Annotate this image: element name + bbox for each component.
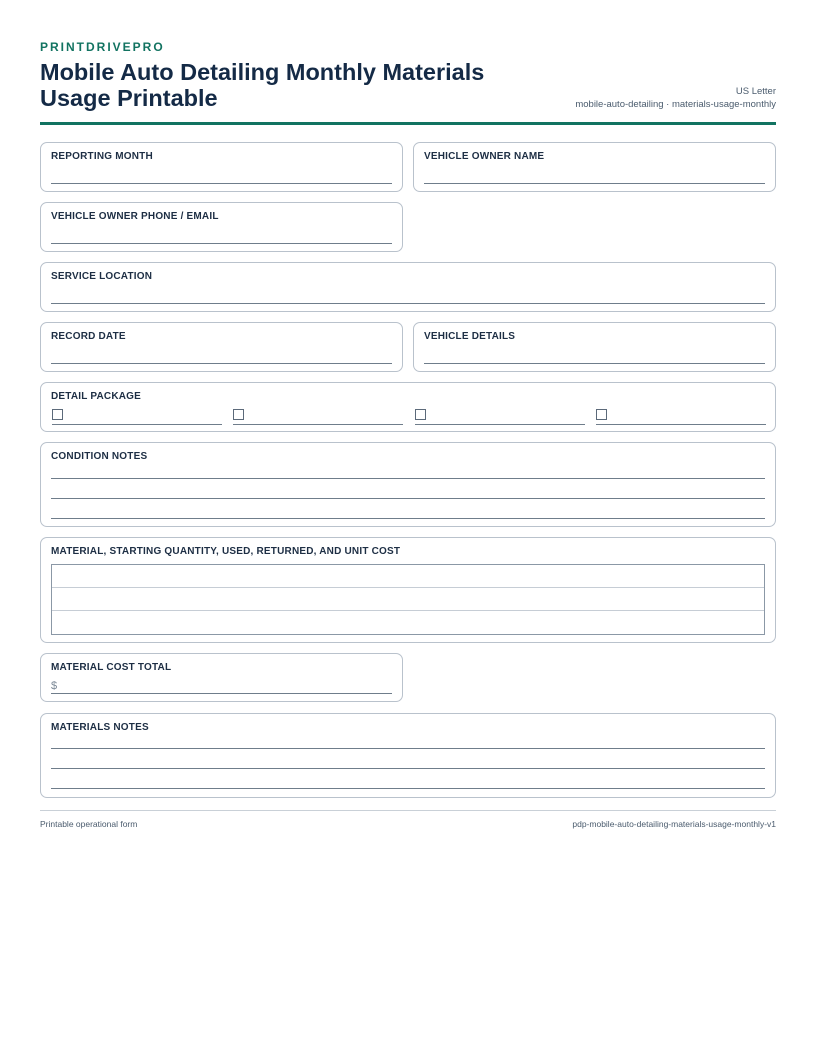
service-location-entry-line[interactable] [51, 303, 765, 304]
material-cost-total-field[interactable] [40, 653, 403, 702]
document-meta [575, 85, 776, 111]
vehicle-owner-contact-label: VEHICLE OWNER PHONE / EMAIL [51, 211, 219, 222]
vehicle-owner-contact-entry-line[interactable] [51, 243, 392, 244]
vehicle-owner-name-field[interactable] [413, 142, 776, 192]
vehicle-details-entry-line[interactable] [424, 363, 765, 364]
materials-notes-line-2[interactable] [51, 768, 765, 769]
material-cost-total-entry-line[interactable] [51, 693, 392, 694]
package-option-2-checkbox[interactable] [233, 409, 244, 420]
service-location-label: SERVICE LOCATION [51, 271, 153, 282]
footer-divider [40, 810, 776, 811]
currency-symbol: $ [51, 680, 58, 692]
package-option-1-checkbox[interactable] [52, 409, 63, 420]
record-date-label: RECORD DATE [51, 331, 126, 342]
materials-notes-line-3[interactable] [51, 788, 765, 789]
brand-name: PRINTDRIVEPRO [40, 40, 165, 54]
condition-notes-line-2[interactable] [51, 498, 765, 499]
reporting-month-field[interactable] [40, 142, 403, 192]
materials-table-label: MATERIAL, STARTING QUANTITY, USED, RETURNED, AND UNIT COST [51, 546, 401, 557]
package-option-4-line[interactable] [596, 424, 766, 425]
vehicle-details-label: VEHICLE DETAILS [424, 331, 516, 342]
vehicle-details-field[interactable] [413, 322, 776, 372]
package-option-3-checkbox[interactable] [415, 409, 426, 420]
materials-notes-field[interactable] [40, 713, 776, 798]
reporting-month-entry-line[interactable] [51, 183, 392, 184]
package-option-3-line[interactable] [415, 424, 585, 425]
detail-package-field [40, 382, 776, 432]
header-divider [40, 122, 776, 125]
package-option-1-line[interactable] [52, 424, 222, 425]
footer-description: Printable operational form [40, 819, 138, 829]
package-option-2-line[interactable] [233, 424, 403, 425]
record-date-entry-line[interactable] [51, 363, 392, 364]
materials-notes-line-1[interactable] [51, 748, 765, 749]
vehicle-owner-name-label: VEHICLE OWNER NAME [424, 151, 545, 162]
service-location-field[interactable] [40, 262, 776, 312]
table-row[interactable] [52, 565, 764, 588]
condition-notes-line-3[interactable] [51, 518, 765, 519]
materials-notes-label: MATERIALS NOTES [51, 722, 149, 733]
form-tags: mobile-auto-detailing · materials-usage-monthly [575, 99, 776, 110]
detail-package-label: DETAIL PACKAGE [51, 391, 142, 402]
page-title: Mobile Auto Detailing Monthly Materials Usage Printable [40, 59, 485, 111]
reporting-month-label: REPORTING MONTH [51, 151, 153, 162]
condition-notes-line-1[interactable] [51, 478, 765, 479]
materials-table-section [40, 537, 776, 643]
vehicle-owner-name-entry-line[interactable] [424, 183, 765, 184]
materials-table [51, 564, 765, 635]
record-date-field[interactable] [40, 322, 403, 372]
table-row[interactable] [52, 611, 764, 634]
table-row[interactable] [52, 588, 764, 611]
paper-size: US Letter [735, 86, 776, 97]
form-identifier: pdp-mobile-auto-detailing-materials-usage-monthly-v1 [572, 819, 776, 829]
condition-notes-field[interactable] [40, 442, 776, 527]
package-option-4-checkbox[interactable] [596, 409, 607, 420]
condition-notes-label: CONDITION NOTES [51, 451, 148, 462]
vehicle-owner-contact-field[interactable] [40, 202, 403, 252]
material-cost-total-label: MATERIAL COST TOTAL [51, 662, 172, 673]
